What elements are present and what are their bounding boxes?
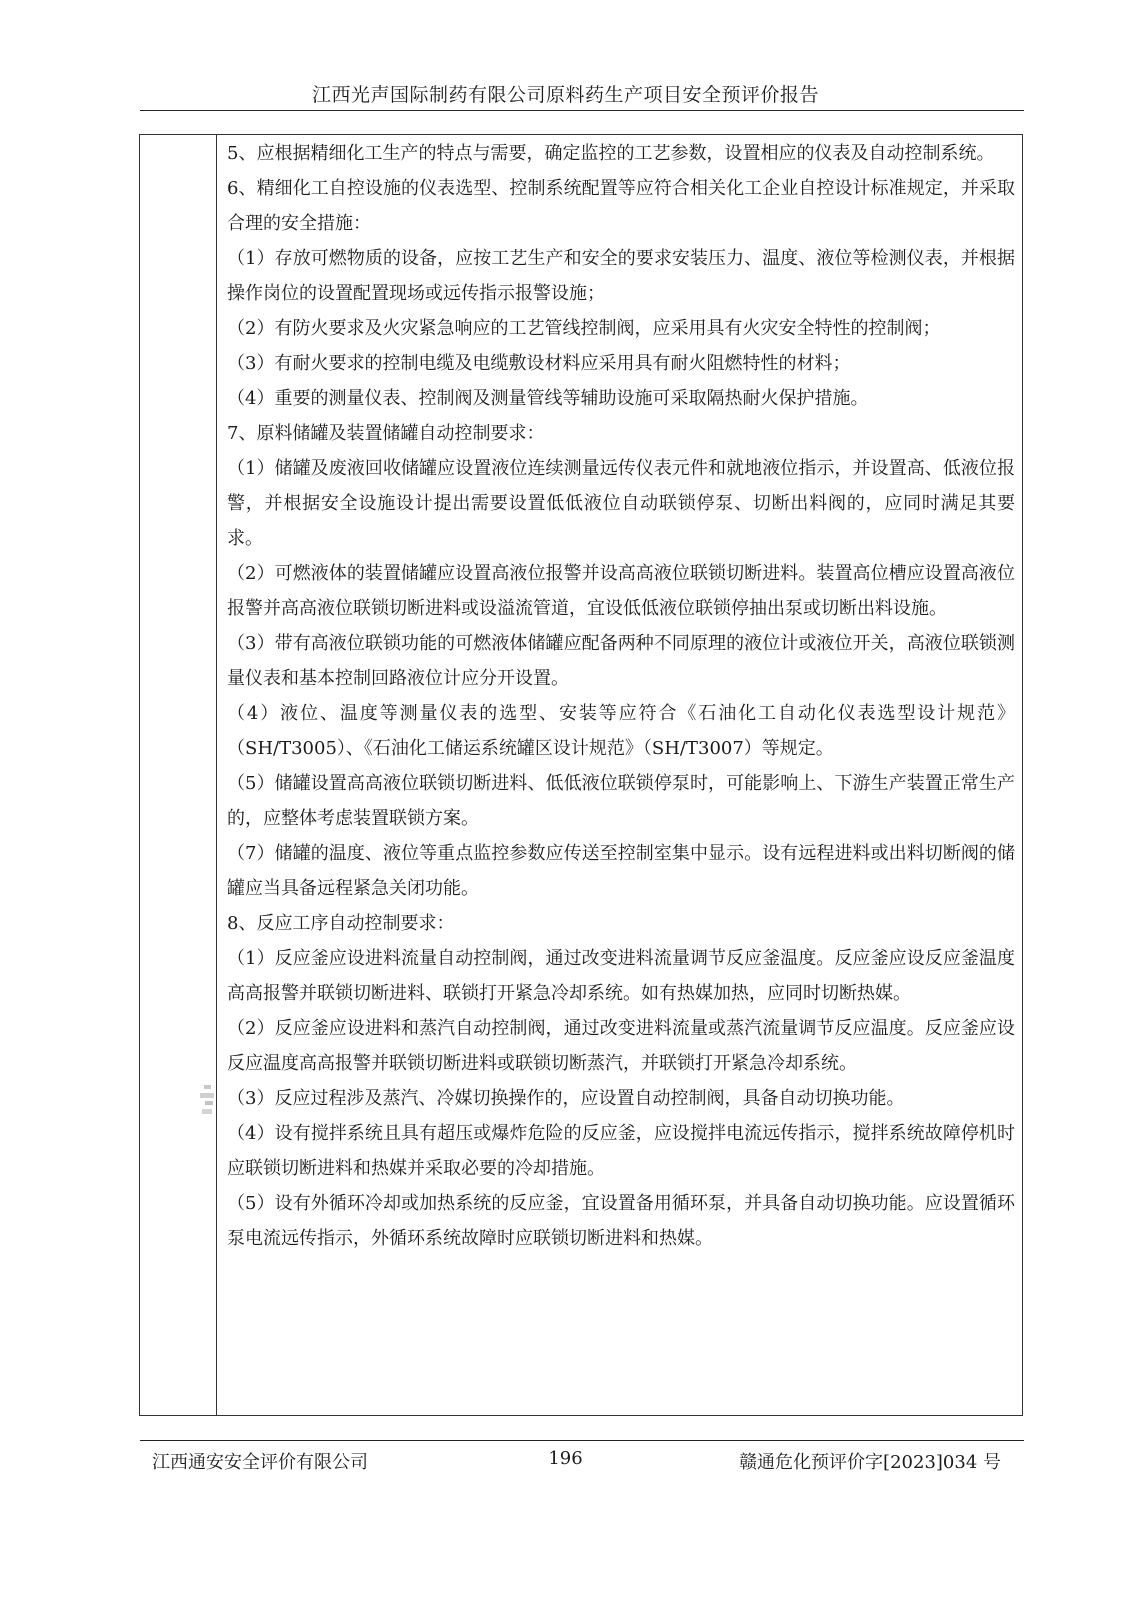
page-number: 196 [548, 1448, 583, 1469]
header-divider [140, 110, 1024, 111]
footer-company: 江西通安安全评价有限公司 [152, 1452, 368, 1473]
paragraph: 6、精细化工自控设施的仪表选型、控制系统配置等应符合相关化工企业自控设计标准规定，并采取合理的安全措施： [227, 178, 1015, 234]
scan-artifact-icon [200, 1085, 216, 1115]
paragraph: （1）存放可燃物质的设备，应按工艺生产和安全的要求安装压力、温度、液位等检测仪表，并根据操作岗位的设置配置现场或远传指示报警设施； [227, 248, 1015, 304]
paragraph: （7）储罐的温度、液位等重点监控参数应传送至控制室集中显示。设有远程进料或出料切断阀的储罐应当具备远程紧急关闭功能。 [227, 843, 1015, 899]
paragraph: （5）设有外循环冷却或加热系统的反应釜，宜设置备用循环泵，并具备自动切换功能。应设置循环泵电流远传指示，外循环系统故障时应联锁切断进料和热媒。 [227, 1193, 1015, 1249]
paragraph: （2）有防火要求及火灾紧急响应的工艺管线控制阀，应采用具有火灾安全特性的控制阀； [227, 318, 941, 339]
paragraph: （1）反应釜应设进料流量自动控制阀，通过改变进料流量调节反应釜温度。反应釜应设反应釜温度高高报警并联锁切断进料、联锁打开紧急冷却系统。如有热媒加热，应同时切断热媒。 [227, 948, 1015, 1004]
footer-divider [140, 1440, 1024, 1441]
paragraph: 7、原料储罐及装置储罐自动控制要求： [227, 423, 545, 444]
paragraph: （3）有耐火要求的控制电缆及电缆敷设材料应采用具有耐火阻燃特性的材料； [227, 353, 851, 374]
paragraph: （2）反应釜应设进料和蒸汽自动控制阀，通过改变进料流量或蒸汽流量调节反应温度。反应釜应设反应温度高高报警并联锁切断进料或联锁切断蒸汽，并联锁打开紧急冷却系统。 [227, 1018, 1015, 1074]
table-left-column [140, 135, 217, 1415]
footer-report-code: 赣通危化预评价字[2023]034 号 [739, 1452, 1001, 1473]
content-table [139, 134, 1023, 1416]
paragraph: 5、应根据精细化工生产的特点与需要，确定监控的工艺参数，设置相应的仪表及自动控制系统。 [227, 143, 995, 164]
paragraph: （1）储罐及废液回收储罐应设置液位连续测量远传仪表元件和就地液位指示，并设置高、低液位报警，并根据安全设施设计提出需要设置低低液位自动联锁停泵、切断出料阀的，应同时满足其要求。 [227, 458, 1015, 549]
paragraph: （4）重要的测量仪表、控制阀及测量管线等辅助设施可采取隔热耐火保护措施。 [227, 388, 869, 409]
paragraph: 8、反应工序自动控制要求： [227, 913, 455, 934]
paragraph: （4）液位、温度等测量仪表的选型、安装等应符合《石油化工自动化仪表选型设计规范》（SH/T3005）、《石油化工储运系统罐区设计规范》（SH/T3007）等规定。 [227, 703, 1015, 759]
table-content-cell [227, 136, 1015, 1256]
page-header-title: 江西光声国际制药有限公司原料药生产项目安全预评价报告 [311, 84, 819, 106]
paragraph: （3）反应过程涉及蒸汽、冷媒切换操作的，应设置自动控制阀，具备自动切换功能。 [227, 1088, 905, 1109]
paragraph: （5）储罐设置高高液位联锁切断进料、低低液位联锁停泵时，可能影响上、下游生产装置正常生产的，应整体考虑装置联锁方案。 [227, 773, 1015, 829]
paragraph: （3）带有高液位联锁功能的可燃液体储罐应配备两种不同原理的液位计或液位开关，高液位联锁测量仪表和基本控制回路液位计应分开设置。 [227, 633, 1015, 689]
paragraph: （4）设有搅拌系统且具有超压或爆炸危险的反应釜，应设搅拌电流远传指示，搅拌系统故障停机时应联锁切断进料和热媒并采取必要的冷却措施。 [227, 1123, 1015, 1179]
paragraph: （2）可燃液体的装置储罐应设置高液位报警并设高高液位联锁切断进料。装置高位槽应设置高液位报警并高高液位联锁切断进料或设溢流管道，宜设低低液位联锁停抽出泵或切断出料设施。 [227, 563, 1015, 619]
